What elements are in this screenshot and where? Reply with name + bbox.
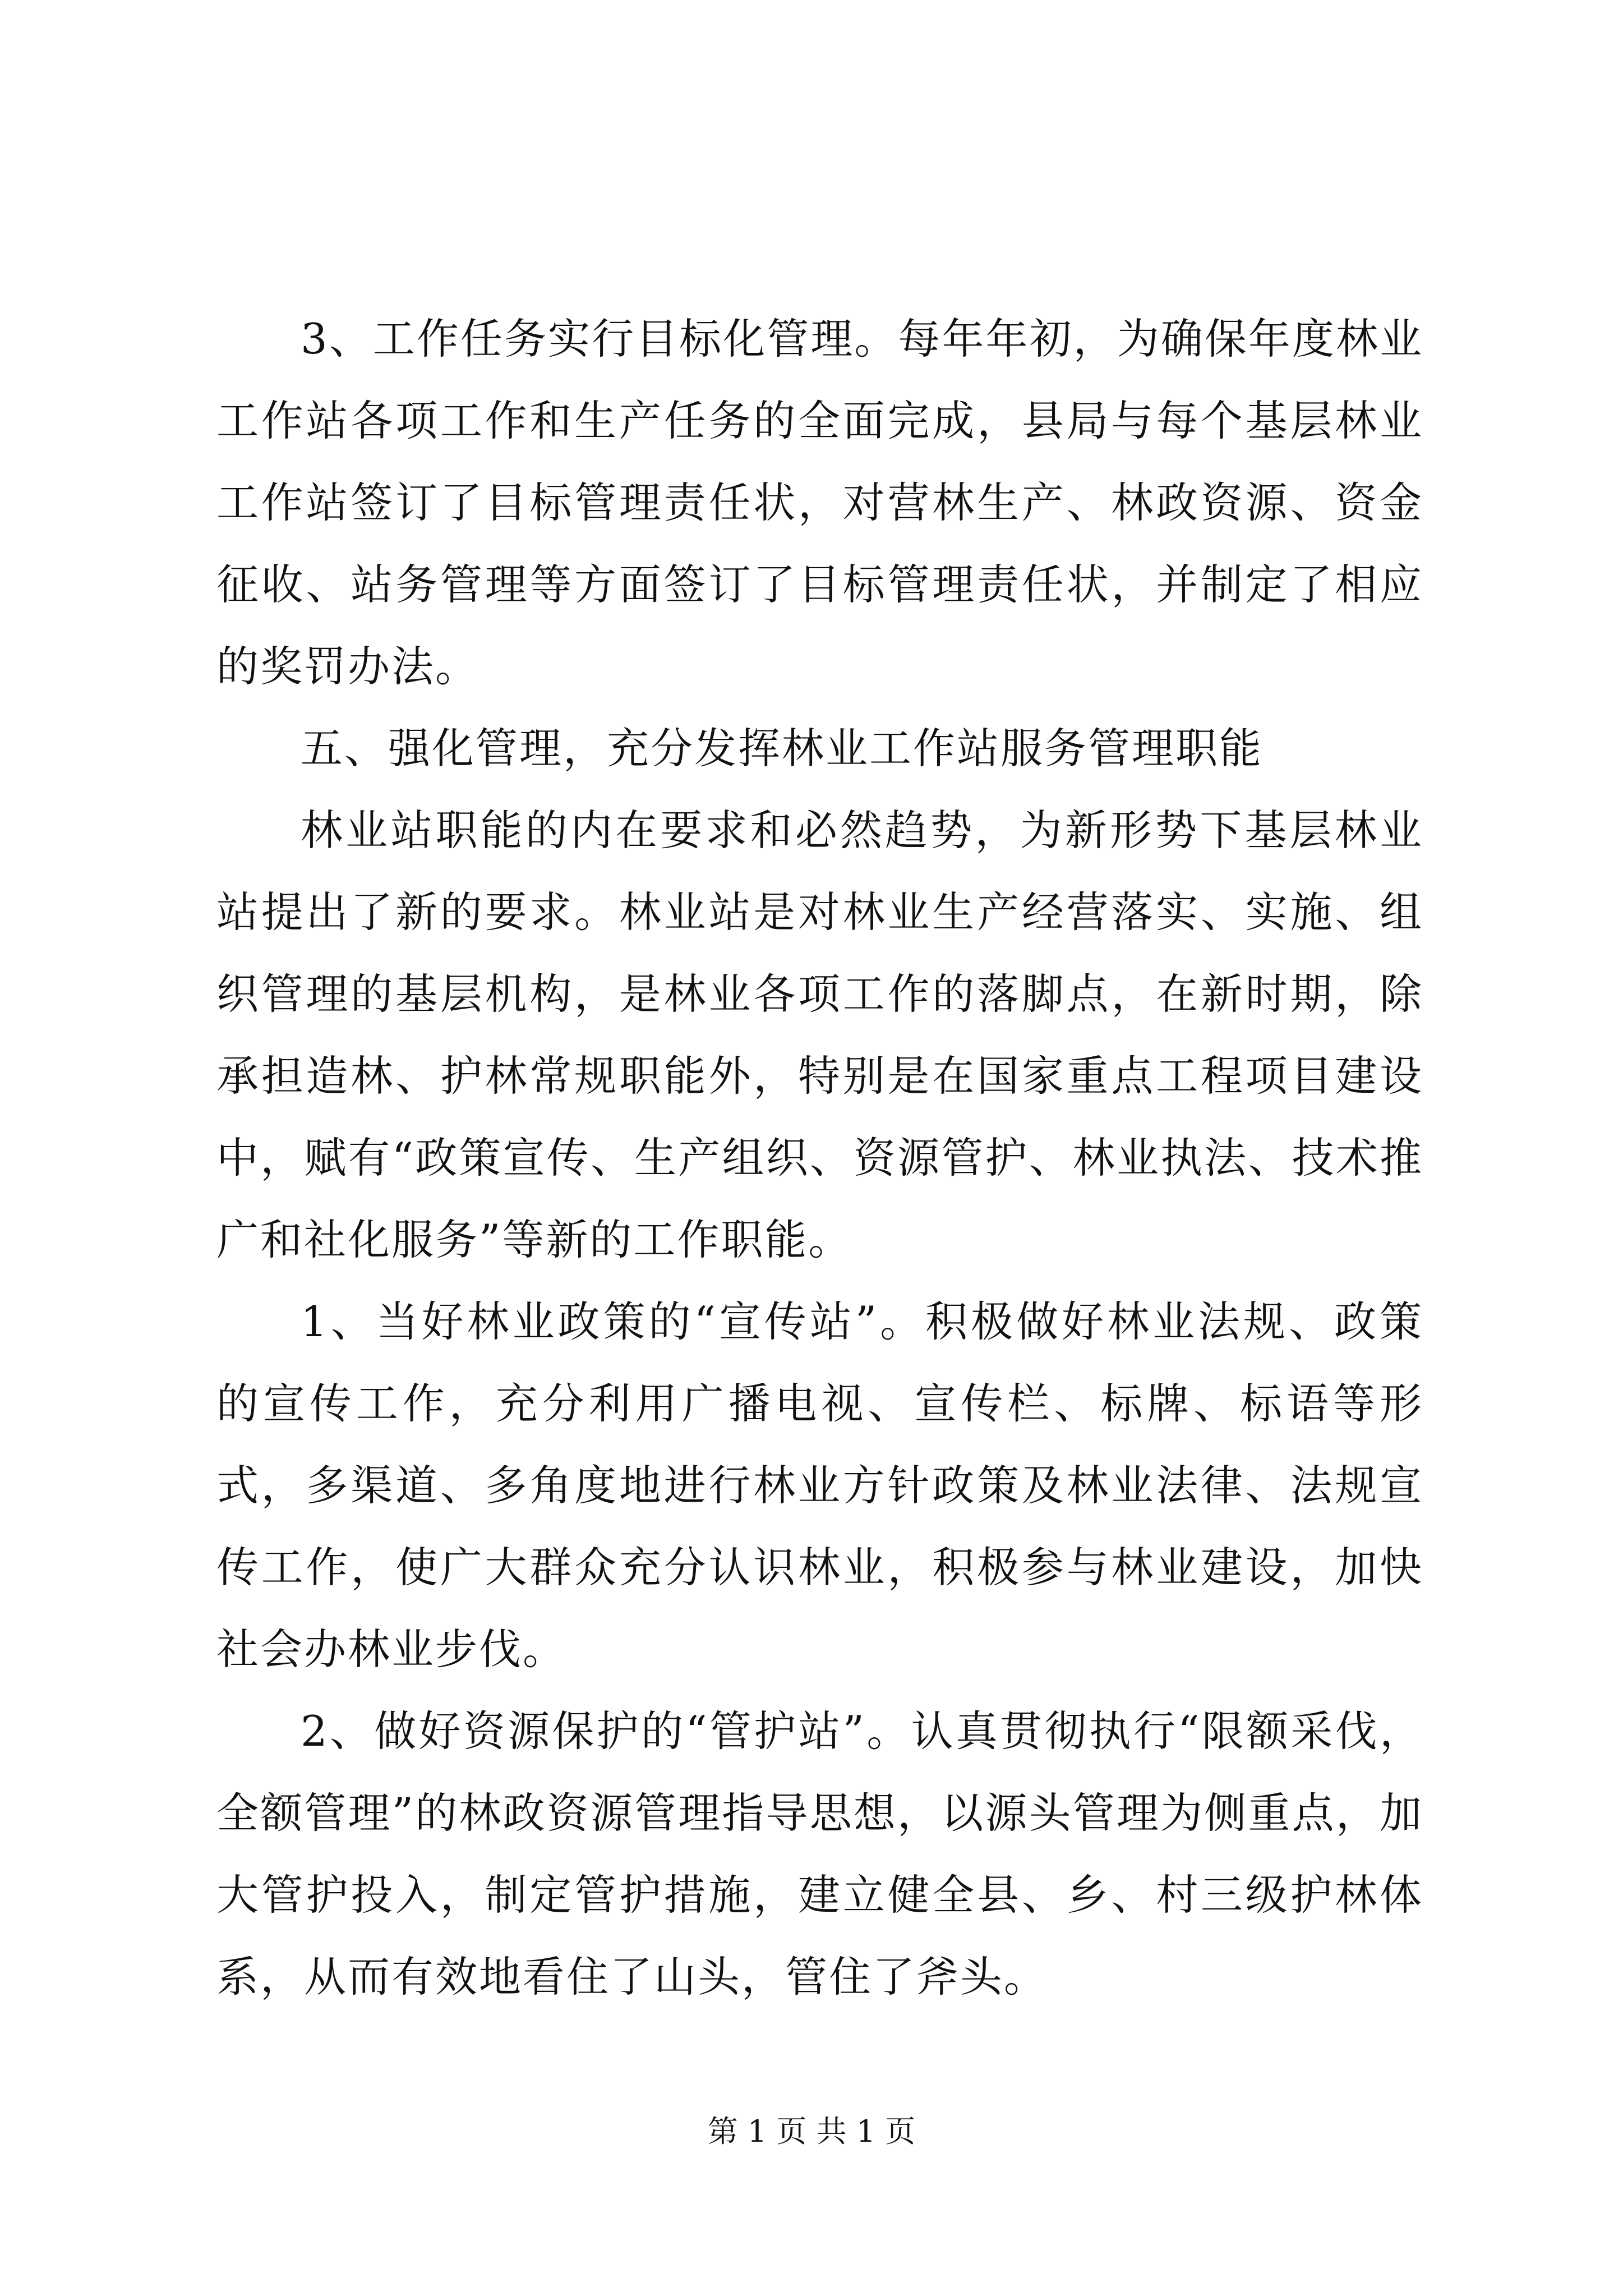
paragraph-protection-station: 2、做好资源保护的“管护站”。认真贯彻执行“限额采伐，全额管理”的林政资源管理指导思想，以源头管理为侧重点，加大管护投入，制定管护措施，建立健全县、乡、村三级护林体系，从而有效地看住了山头，管住了斧头。 bbox=[216, 1706, 1423, 2001]
paragraph-station-functions: 林业站职能的内在要求和必然趋势，为新形势下基层林业站提出了新的要求。林业站是对林业生产经营落实、实施、组织管理的基层机构，是林业各项工作的落脚点，在新时期，除承担造林、护林常规职能外，特别是在国家重点工程项目建设中，赋有“政策宣传、生产组织、资源管护、林业执法、技术推广和社化服务”等新的工作职能。 bbox=[216, 806, 1423, 1264]
paragraph-publicity-station: 1、当好林业政策的“宣传站”。积极做好林业法规、政策的宣传工作，充分利用广播电视、宣传栏、标牌、标语等形式，多渠道、多角度地进行林业方针政策及林业法律、法规宣传工作，使广大群众充分认识林业，积极参与林业建设，加快社会办林业步伐。 bbox=[216, 1297, 1423, 1674]
document-body bbox=[216, 298, 1423, 2018]
page-footer: 第 1 页 共 1 页 bbox=[707, 2114, 916, 2149]
paragraph-target-management: 3、工作任务实行目标化管理。每年年初，为确保年度林业工作站各项工作和生产任务的全面完成，县局与每个基层林业工作站签订了目标管理责任状，对营林生产、林政资源、资金征收、站务管理等方面签订了目标管理责任状，并制定了相应的奖罚办法。 bbox=[216, 314, 1423, 691]
section-heading-strengthen-management: 五、强化管理，充分发挥林业工作站服务管理职能 bbox=[301, 724, 1264, 773]
